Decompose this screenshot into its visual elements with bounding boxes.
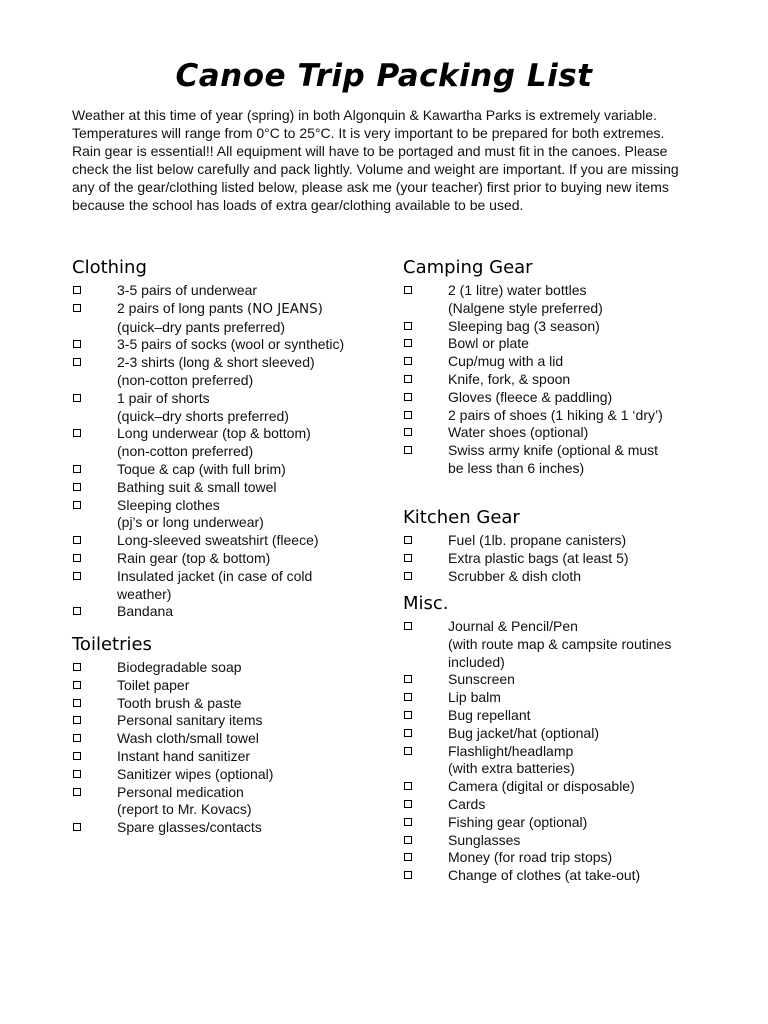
item-text-line xyxy=(448,707,703,725)
item-text-line xyxy=(448,389,703,407)
checklist-item xyxy=(72,550,372,568)
item-text: 2 (1 litre) water bottles xyxy=(448,282,587,298)
right-column xyxy=(403,254,703,885)
item-text: Rain gear (top & bottom) xyxy=(117,549,271,566)
checklist-item xyxy=(403,335,703,353)
checklist-item xyxy=(72,479,372,497)
item-text-line xyxy=(117,390,372,408)
checklist-item xyxy=(72,603,372,621)
item-text-line xyxy=(117,497,372,515)
checkbox-icon[interactable] xyxy=(404,729,412,737)
item-text-line xyxy=(117,354,372,372)
camping-gear-section xyxy=(403,254,703,504)
checkbox-icon[interactable] xyxy=(73,663,81,671)
checklist-item xyxy=(403,849,703,867)
checkbox-icon[interactable] xyxy=(73,681,81,689)
intro-paragraph: Weather at this time of year (spring) in both Algonquin & Kawartha Parks is extremely variable. Temperatures will range from 0°C to 25°C. It is very important to be prepared for both extremes. Rain gear is essential!! All equipment will have to be portaged and must fit in the canoes. Please check the list below carefully and pack lightly. Volume and weight are important. If you are missing any of the gear/clothing listed below, please ask me (your teacher) first prior to buying new items because the school has loads of extra gear/clothing available to be used. xyxy=(72,107,679,213)
item-text-line xyxy=(448,282,703,300)
item-text: Bandana xyxy=(117,603,174,620)
item-text: Journal & Pencil/Pen xyxy=(448,618,578,634)
checklist-item xyxy=(403,707,703,725)
checklist-item xyxy=(403,282,703,318)
checklist-item xyxy=(72,819,372,837)
checklist-item xyxy=(403,318,703,336)
checklist-item xyxy=(403,725,703,743)
item-text: Bowl or plate xyxy=(448,335,529,352)
item-note: (report to Mr. Kovacs) xyxy=(117,801,252,818)
checkbox-icon[interactable] xyxy=(404,411,412,419)
checklist-item xyxy=(72,712,372,730)
checklist-item xyxy=(403,867,703,885)
item-text-line xyxy=(117,550,372,568)
item-text: Sleeping bag (3 season) xyxy=(448,317,600,334)
item-note: (pj’s or long underwear) xyxy=(117,514,264,531)
item-text: Spare glasses/contacts xyxy=(117,819,262,836)
checkbox-icon[interactable] xyxy=(73,501,81,509)
item-text: Tooth brush & paste xyxy=(117,694,242,711)
checklist-item xyxy=(72,695,372,713)
checklist-item xyxy=(403,796,703,814)
item-text-line xyxy=(448,689,703,707)
item-text: Personal sanitary items xyxy=(117,712,263,729)
item-text: Gloves (fleece & paddling) xyxy=(448,388,613,405)
checkbox-icon[interactable] xyxy=(404,322,412,330)
item-text-line xyxy=(448,532,703,550)
item-text-line xyxy=(448,407,703,425)
checklist-item xyxy=(403,778,703,796)
item-text-line xyxy=(117,766,372,784)
item-text: 3-5 pairs of socks (wool or synthetic) xyxy=(117,336,345,353)
item-text-line xyxy=(448,796,703,814)
checklist-item xyxy=(72,425,372,461)
item-text: Sleeping clothes xyxy=(117,496,220,513)
item-text: Insulated jacket (in case of cold xyxy=(117,567,313,584)
item-text: Water shoes (optional) xyxy=(448,424,589,441)
item-note: (Nalgene style preferred) xyxy=(448,299,603,316)
item-text-line xyxy=(117,568,372,586)
section-title: Kitchen Gear xyxy=(403,507,520,528)
checklist-item xyxy=(403,671,703,689)
item-text: Biodegradable soap xyxy=(117,659,242,675)
item-text: Change of clothes (at take-out) xyxy=(448,867,641,884)
checkbox-icon[interactable] xyxy=(404,693,412,701)
section-title: Toiletries xyxy=(72,634,152,655)
checklist-item xyxy=(72,282,372,300)
item-text-line xyxy=(117,659,372,677)
section-title: Camping Gear xyxy=(403,257,533,278)
item-text-line xyxy=(117,730,372,748)
checkbox-icon[interactable] xyxy=(404,339,412,347)
checklist-item xyxy=(403,353,703,371)
checkbox-icon[interactable] xyxy=(73,304,81,312)
checkbox-icon[interactable] xyxy=(73,607,81,615)
item-text: Knife, fork, & spoon xyxy=(448,370,571,387)
checklist-item xyxy=(72,354,372,390)
checkbox-icon[interactable] xyxy=(404,536,412,544)
item-text-line xyxy=(448,424,703,442)
item-text-line xyxy=(448,353,703,371)
kitchen-gear-section xyxy=(403,504,703,590)
item-text-line xyxy=(448,318,703,336)
checkbox-icon[interactable] xyxy=(73,752,81,760)
checkbox-icon[interactable] xyxy=(73,716,81,724)
section-title: Misc. xyxy=(403,593,449,614)
checkbox-icon[interactable] xyxy=(404,818,412,826)
checklist-item xyxy=(403,743,703,779)
item-text-line xyxy=(448,568,703,586)
checklist-item xyxy=(403,532,703,550)
item-text-line xyxy=(448,867,703,885)
item-text-line xyxy=(117,784,372,802)
item-text-line xyxy=(117,712,372,730)
checklist-item xyxy=(403,550,703,568)
item-text-line xyxy=(448,725,703,743)
item-note: (with extra batteries) xyxy=(448,760,575,777)
checkbox-icon[interactable] xyxy=(404,428,412,436)
checkbox-icon[interactable] xyxy=(73,358,81,366)
item-text: Flashlight/headlamp xyxy=(448,742,574,759)
checklist-item xyxy=(72,766,372,784)
toiletries-section xyxy=(72,631,372,837)
item-text: Bathing suit & small towel xyxy=(117,478,277,495)
item-text-line xyxy=(448,778,703,796)
item-note: (non-cotton preferred) xyxy=(117,443,254,460)
checklist-item xyxy=(403,389,703,407)
checklist-item xyxy=(72,659,372,677)
checklist-item xyxy=(72,300,372,337)
item-text-line xyxy=(448,335,703,353)
checkbox-icon[interactable] xyxy=(404,675,412,683)
checkbox-icon[interactable] xyxy=(404,622,412,630)
item-text: 2-3 shirts (long & short sleeved) xyxy=(117,354,315,371)
checkbox-icon[interactable] xyxy=(73,554,81,562)
item-text-line xyxy=(117,461,372,479)
item-note: (with route map & campsite routines xyxy=(448,635,672,652)
checklist-item xyxy=(72,497,372,533)
checklist-item xyxy=(72,677,372,695)
misc-section xyxy=(403,590,703,885)
checkbox-icon[interactable] xyxy=(73,394,81,402)
checklist-item xyxy=(403,814,703,832)
checkbox-icon[interactable] xyxy=(404,800,412,808)
checklist-item xyxy=(403,371,703,389)
item-text: Fishing gear (optional) xyxy=(448,813,588,830)
checkbox-icon[interactable] xyxy=(404,357,412,365)
item-text: Fuel (1lb. propane canisters) xyxy=(448,532,627,548)
item-text-line xyxy=(448,618,703,636)
checklist-item xyxy=(72,532,372,550)
item-text: Cards xyxy=(448,795,486,812)
item-note: (quick–dry shorts preferred) xyxy=(117,407,289,424)
checklist-item xyxy=(403,407,703,425)
item-text-line xyxy=(117,695,372,713)
item-text-line xyxy=(117,677,372,695)
item-note: (non-cotton preferred) xyxy=(117,371,254,388)
checklist-item xyxy=(72,748,372,766)
checkbox-icon[interactable] xyxy=(404,711,412,719)
item-text: Personal medication xyxy=(117,783,244,800)
item-text-line xyxy=(117,479,372,497)
item-text-line xyxy=(117,336,372,354)
item-text-line xyxy=(448,814,703,832)
item-text-line xyxy=(448,743,703,761)
item-text: 2 pairs of long pants xyxy=(117,299,244,316)
item-text: Long-sleeved sweatshirt (fleece) xyxy=(117,532,319,549)
checkbox-icon[interactable] xyxy=(73,823,81,831)
checklist-item xyxy=(403,568,703,586)
item-note: included) xyxy=(448,653,505,670)
checkbox-icon[interactable] xyxy=(404,572,412,580)
item-text: Toque & cap (with full brim) xyxy=(117,460,286,477)
checkbox-icon[interactable] xyxy=(404,375,412,383)
item-note: weather) xyxy=(117,585,172,602)
checkbox-icon[interactable] xyxy=(73,536,81,544)
checkbox-icon[interactable] xyxy=(73,788,81,796)
checklist-item xyxy=(403,618,703,671)
item-text-line xyxy=(448,849,703,867)
item-text: Sunscreen xyxy=(448,671,515,688)
checklist-item xyxy=(403,689,703,707)
item-text: Scrubber & dish cloth xyxy=(448,567,582,584)
item-text: 3-5 pairs of underwear xyxy=(117,282,258,298)
item-text: Instant hand sanitizer xyxy=(117,747,251,764)
checkbox-icon[interactable] xyxy=(73,429,81,437)
checkbox-icon[interactable] xyxy=(73,699,81,707)
checkbox-icon[interactable] xyxy=(73,340,81,348)
item-text-line xyxy=(448,671,703,689)
checklist-item xyxy=(403,832,703,850)
item-text-line xyxy=(117,819,372,837)
checkbox-icon[interactable] xyxy=(73,465,81,473)
item-text: Extra plastic bags (at least 5) xyxy=(448,549,629,566)
checklist-item xyxy=(72,461,372,479)
item-text: Long underwear (top & bottom) xyxy=(117,425,311,442)
page-title: Canoe Trip Packing List xyxy=(175,58,593,94)
item-text: Cup/mug with a lid xyxy=(448,353,564,370)
item-text-line xyxy=(448,442,703,460)
item-text-line xyxy=(448,832,703,850)
checkbox-icon[interactable] xyxy=(73,770,81,778)
item-note: be less than 6 inches) xyxy=(448,459,585,476)
checklist-item xyxy=(403,424,703,442)
item-text: Swiss army knife (optional & must xyxy=(448,442,659,459)
checklist-item xyxy=(72,336,372,354)
checkbox-icon[interactable] xyxy=(73,572,81,580)
clothing-section xyxy=(72,254,372,631)
checkbox-icon[interactable] xyxy=(73,286,81,294)
item-text: Bug repellant xyxy=(448,706,531,723)
checklist-item xyxy=(72,784,372,820)
checkbox-icon[interactable] xyxy=(404,836,412,844)
item-text-line xyxy=(117,300,372,319)
checkbox-icon[interactable] xyxy=(404,446,412,454)
item-text-line xyxy=(117,532,372,550)
item-text-line xyxy=(117,603,372,621)
checkbox-icon[interactable] xyxy=(404,871,412,879)
item-text: Lip balm xyxy=(448,689,501,706)
item-text-line xyxy=(117,282,372,300)
item-text: Money (for road trip stops) xyxy=(448,849,613,866)
item-text: Sanitizer wipes (optional) xyxy=(117,765,274,782)
item-emphasis: (NO JEANS) xyxy=(246,300,323,317)
checkbox-icon[interactable] xyxy=(73,734,81,742)
checkbox-icon[interactable] xyxy=(404,853,412,861)
item-text-line xyxy=(448,550,703,568)
checkbox-icon[interactable] xyxy=(404,782,412,790)
item-text: Wash cloth/small towel xyxy=(117,730,259,747)
checkbox-icon[interactable] xyxy=(73,483,81,491)
item-text: 1 pair of shorts xyxy=(117,389,210,406)
checkbox-icon[interactable] xyxy=(404,393,412,401)
left-column xyxy=(72,254,372,837)
checklist-item xyxy=(72,390,372,426)
checklist-item xyxy=(403,442,703,478)
item-note: (quick–dry pants preferred) xyxy=(117,318,286,335)
item-text: Sunglasses xyxy=(448,831,521,848)
item-text: Camera (digital or disposable) xyxy=(448,778,635,795)
item-text-line xyxy=(117,425,372,443)
checkbox-icon[interactable] xyxy=(404,286,412,294)
item-text-line xyxy=(448,371,703,389)
checkbox-icon[interactable] xyxy=(404,554,412,562)
section-title: Clothing xyxy=(72,257,147,278)
checkbox-icon[interactable] xyxy=(404,747,412,755)
item-text: Toilet paper xyxy=(117,676,190,693)
item-text: 2 pairs of shoes (1 hiking & 1 ‘dry’) xyxy=(448,406,663,423)
checklist-item xyxy=(72,730,372,748)
item-text-line xyxy=(117,748,372,766)
checklist-item xyxy=(72,568,372,604)
item-text: Bug jacket/hat (optional) xyxy=(448,724,599,741)
